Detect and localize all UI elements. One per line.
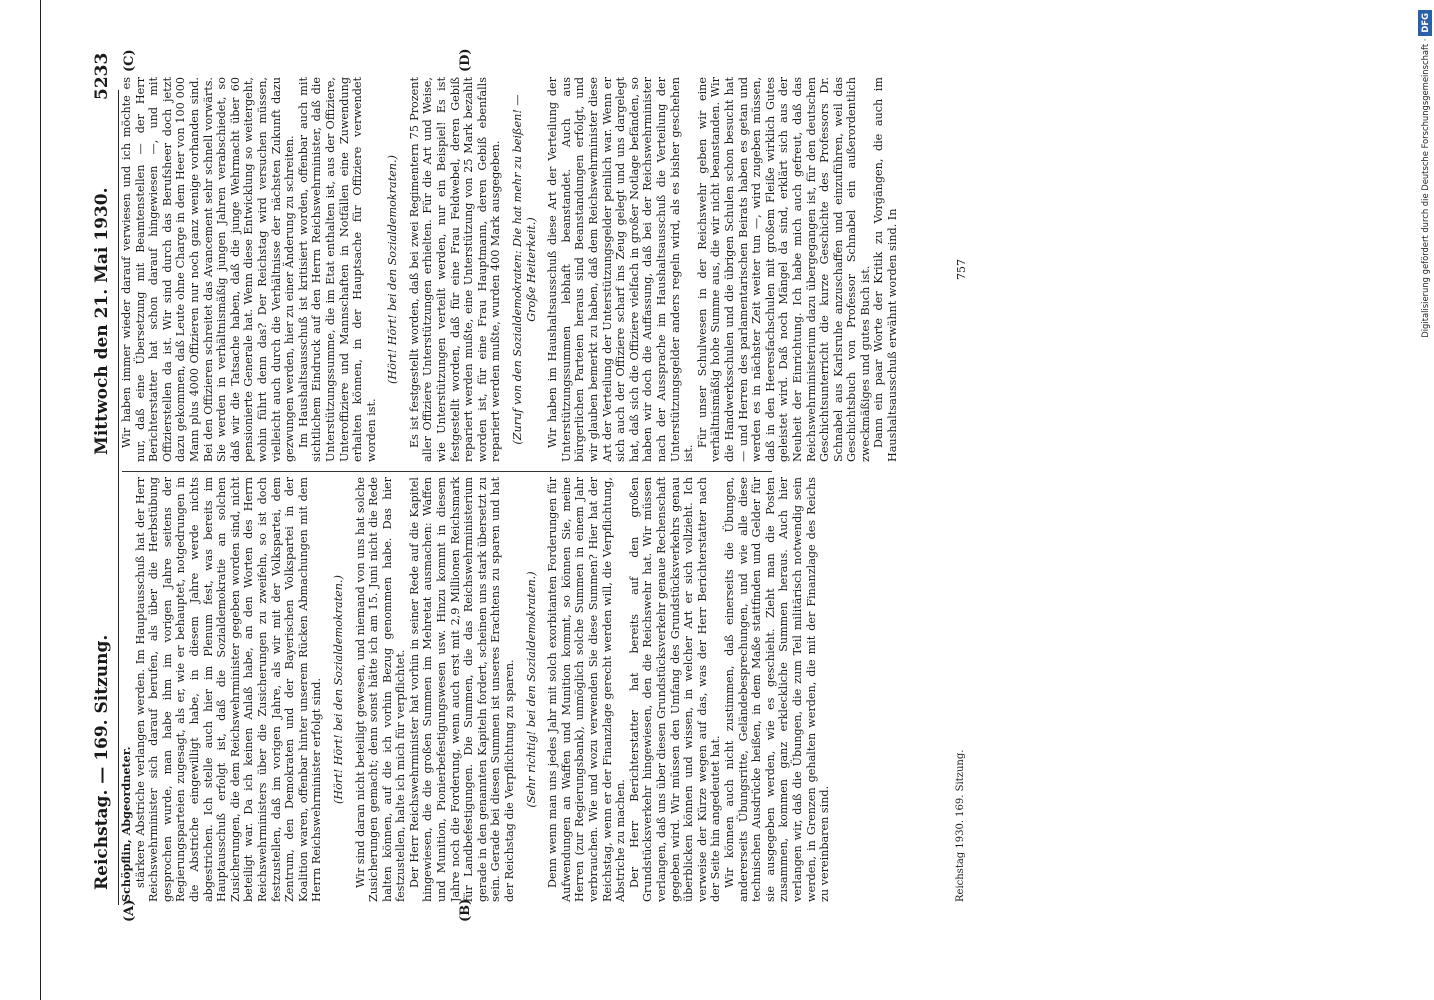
column-divider (122, 471, 772, 472)
paragraph: Im Haushaltsausschuß ist kritisiert worden, offenbar auch mit sichtlichem Eindruck auf den Herrn Reichswehrminister, daß die Unterstützungssumme, die im Etat enthalten ist, aus der Offiziere, Unteroffiziere und Mannschaften in Notfällen eine Zuwendung erhalten können, in der Hauptsache für Offiziere verwendet worden ist. (296, 77, 378, 462)
left-column (120, 477, 832, 902)
paragraph: stärkere Abstriche verlangen werden. Im Hauptausschuß hat der Herr Reichswehrminister sich darauf berufen, als über die Herbstübung gesprochen wurde, man habe ihm im vorigen Jahre seitens der Regierungsparteien zugesagt, als er, wie er behauptet, notgedrungen in die Abstriche eingewilligt habe, in diesem Jahre werde nichts abgestrichen. Ich stelle auch hier im Plenum fest, was bereits im Hauptausschuß erfolgt ist, daß die Sozialdemokratie an solchen Zusicherungen, die dem Reichswehrminister gegeben worden sind, nicht beteiligt war. Da ich keinen Anlaß habe, an den Worten des Herrn Reichswehrministers über die Zusicherungen zu zweifeln, so ist doch festzustellen, daß im vorigen Jahre, als wir mit der Volkspartei, dem Zentrum, den Demokraten und der Bayerischen Volkspartei in der Koalition waren, offenbar hinter unserem Rücken Abmachungen mit dem Herrn Reichswehrminister erfolgt sind. (133, 477, 324, 902)
side-credit (1418, 10, 1432, 990)
dfg-logo: DFG (1418, 10, 1432, 36)
paragraph: Denn wenn man uns jedes Jahr mit solch exorbitanten Forderungen für Aufwendungen an Waffen und Munition kommt, so können Sie, meine Herren (zur Regierungsbank), unmöglich solche Summen in einem Jahr verbrauchen. Wie und wozu verwenden Sie diese Summen? Hier hat der Reichstag, wenn er der Finanzlage gerecht werden will, die Verpflichtung, Abstriche zu machen. (546, 477, 628, 902)
interjection: (Hört! Hört! bei den Sozialdemokraten.) (331, 575, 345, 804)
paragraph: Dann ein paar Worte der Kritik zu Vorgängen, die auch im Haushaltsausschuß erwähnt worden sind. In (872, 77, 900, 462)
interjection: (Zuruf von den Sozialdemokraten: Die hat mehr zu beißen! — Große Heiterkeit.) (511, 94, 538, 445)
paragraph: Wir sind daran nicht beteiligt gewesen, und niemand von uns hat solche Zusicherungen gemacht; denn sonst hätte ich am 15. Juni nicht die Rede halten können, auf die ich vorhin Bezug genommen habe. Das hier festzustellen, halte ich mich für verpflichtet. (353, 477, 408, 902)
page-header (0, 0, 41, 1000)
paragraph: Wir haben immer wieder darauf verwiesen und ich möchte es nur, daß eine Übersetzung mit Beamtenstellen — der Herr Berichterstatter hat schon darauf hingewiesen —, und mit Offizierstellen da ist. Wir sind durch das Berufsheer doch jetzt dazu gekommen, daß Leute ohne Charge in dem Heer von 100 000 Mann plus 4000 Offizieren nur noch ganz wenige vorhanden sind. Bei den Offizieren schreitet das Avancement sehr schnell vorwärts. Sie werden in verhältnismäßig jungen Jahren verabschiedet, so daß wir die Tatsache haben, daß die junge Wehrmacht über 60 pensionierte Generale hat. Wenn diese Entwicklung so weitergeht, wohin führt denn das? Der Reichstag wird versuchen müssen, vielleicht auch durch die Verhältnisse der nächsten Zukunft dazu gezwungen werden, hier zu einer Änderung zu schreiten. (120, 77, 297, 462)
side-credit-text (1418, 10, 1432, 990)
paragraph: Der Herr Berichterstatter hat bereits auf den großen Grundstücksverkehr hingewiesen, den die Reichswehr hat. Wir müssen verlangen, daß uns über diesen Grundstücksverkehr genaue Rechenschaft gegeben wird. Wir müssen den Umfang des Grundstücksverkehrs genau überblicken können und wissen, in welcher Art er sich vollzieht. Ich verweise der Kürze wegen auf das, was der Herr Berichterstatter nach der Seite hin angedeutet hat. (627, 477, 723, 902)
interjection: (Sehr richtig! bei den Sozialdemokraten.) (524, 571, 538, 808)
credit-text: Digitalisierung gefördert durch die Deutsche Forschungsgemeinschaft · (1420, 38, 1430, 338)
header-right-title: Mittwoch den 21. Mai 1930. (92, 187, 112, 455)
paragraph: Es ist festgestellt worden, daß bei zwei Regimentern 75 Prozent aller Offiziere Unterstützungen erhielten. Für die Art und Weise, wie Unterstützungen verteilt werden, nur ein Beispiel! Es ist festgestellt worden, daß für eine Frau Feldwebel, deren Gebiß repariert werden mußte, eine Unterstützung von 25 Mark bezahlt worden ist, für eine Frau Hauptmann, deren Gebiß ebenfalls repariert werden mußte, wurden 400 Mark ausgegeben. (407, 77, 503, 462)
paragraph: Der Herr Reichswehrminister hat vorhin in seiner Rede auf die Kapitel hingewiesen, die die großen Summen im Mehretat ausmachen: Waffen und Munition, Pionierbefestigungswesen usw. Hinzu kommt in diesem Jahre noch die Forderung, wenn auch erst mit 2,9 Millionen Reichsmark für Landbefestigungen. Die Summen, die das Reichswehrministerium gerade in den genannten Kapiteln fordert, scheinen uns stark übersetzt zu sein. Gerade bei diesen Summen ist unseres Erachtens zu sparen und hat der Reichstag die Verpflichtung zu sparen. (407, 477, 517, 902)
footer-center: 757 (955, 259, 968, 280)
interjection: (Hört! Hört! bei den Sozialdemokraten.) (386, 155, 400, 384)
margin-mark-c: (C) (122, 49, 137, 72)
speaker-name: Schöpflin, Abgeordneter. (119, 746, 133, 902)
page-number: 5233 (92, 52, 112, 100)
right-column (120, 77, 900, 462)
margin-mark-d: (D) (458, 48, 473, 72)
paragraph: Wir haben im Haushaltsausschuß diese Art der Verteilung der Unterstützungssummen lebhaft beanstandet. Auch aus bürgerlichen Parteien heraus sind Beanstandungen erfolgt, und wir glauben bemerkt zu haben, daß dem Reichswehrminister diese Art der Verteilung der Unterstützungsgelder peinlich war. Wenn er sich auch der Offiziere scharf ins Zeug gelegt und uns dargelegt hat, daß sich die Offiziere vielfach in großer Notlage befänden, so haben wir doch die Auffassung, daß bei der Reichswehrminister nach der Aussprache im Haushaltsausschuß die Verteilung der Unterstützungsgelder anders regeln wird, als es bisher geschehen ist. (546, 77, 696, 462)
paragraph: Für unser Schulwesen in der Reichswehr geben wir eine verhältnismäßig hohe Summe aus, die wir nicht beanstanden. Wir die Handwerksschulen und die übrigen Schulen schon besucht hat — und Herren des parlamentarischen Beirats haben es getan und werden es in nächster Zeit weiter tun —, wird zugeben müssen, daß in den Heeresfachschulen mit großem Fleiße wirklich Gutes geleistet wird. Daß noch Mängel da sind, erklärt sich aus der Neuheit der Einrichtung. Ich habe mich auch gefreut, daß das Reichswehrministerium dazu übergegangen ist, für den deutschen Geschichtsunterricht die kurze Geschichte des Professors Dr. Schnabel aus Karlsruhe anzuschaffen und einzuführen, weil das Geschichtsbuch von Professor Schnabel ein außerordentlich zweckmäßiges und gutes Buch ist. (695, 77, 872, 462)
margin-mark-a: (A) (122, 899, 137, 922)
margin-mark-b: (B) (458, 898, 473, 922)
footer-left: Reichstag 1930. 169. Sitzung. (955, 749, 966, 902)
header-left-title: Reichstag. — 169. Sitzung. (92, 634, 112, 890)
paragraph: Wir können auch nicht zustimmen, daß einerseits die Übungen, andererseits Übungsritte, Geländebesprechungen, und wie alle diese technischen Ausdrücke heißen, in dem Maße stattfinden und Gelder für sie ausgegeben werden, wie es geschieht. Zieht man die Posten zusammen, kommen ganz erkleckliche Summen heraus. Auch hier verlangen wir, daß die Übungen, die zum Teil militärisch notwendig sein werden, in Grenzen gehalten werden, die mit der Finanzlage des Reichs zu vereinbaren sind. (722, 477, 832, 902)
